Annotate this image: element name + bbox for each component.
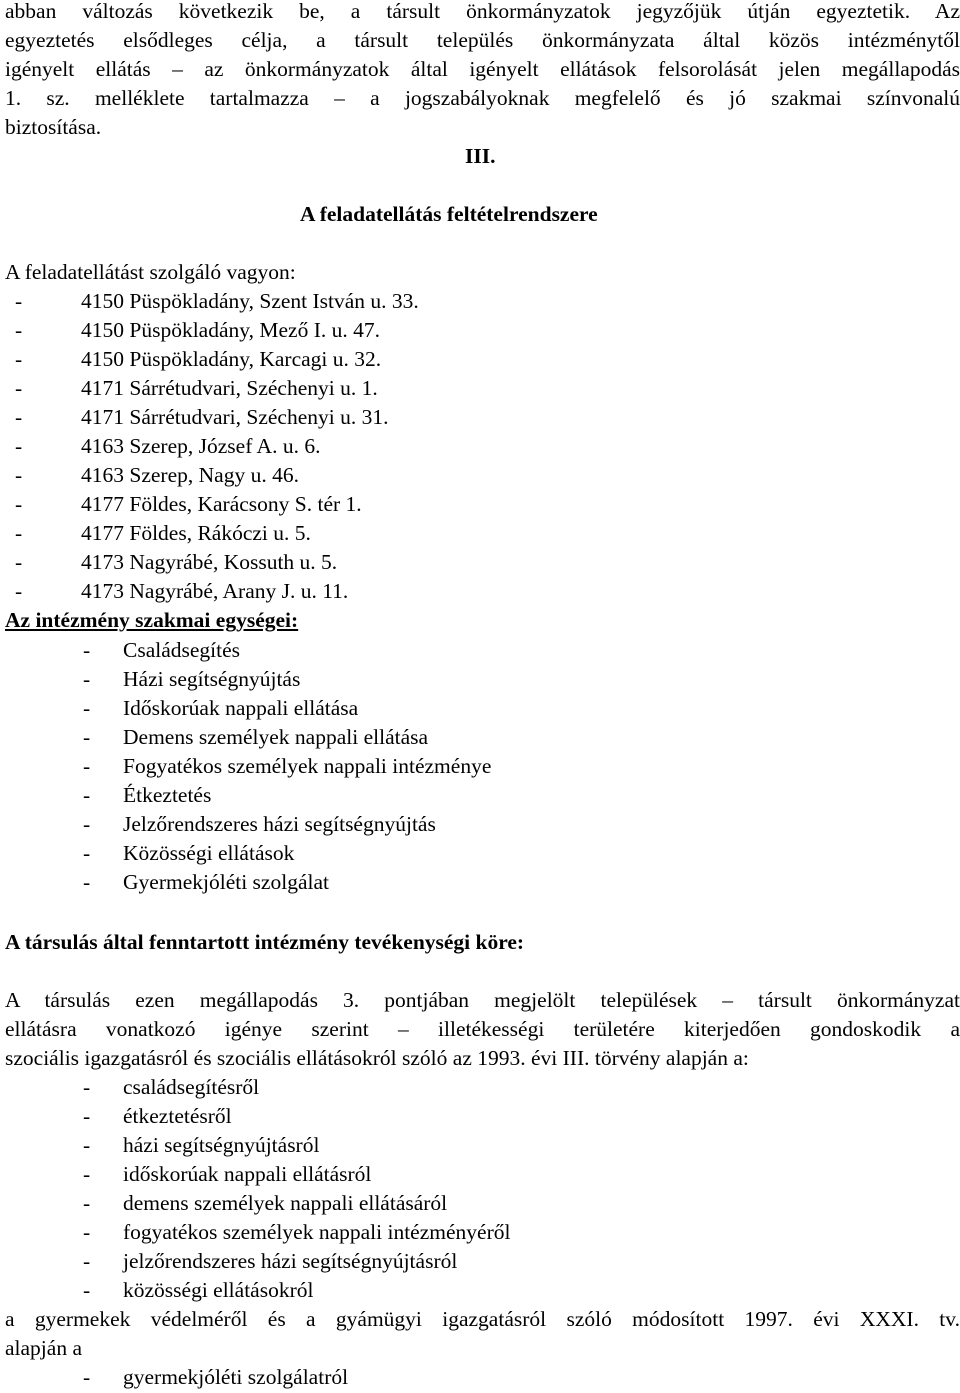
list-item-text: 4171 Sárrétudvari, Széchenyi u. 1. [81,376,378,400]
list-item-text: jelzőrendszeres házi segítségnyújtásról [123,1249,458,1273]
list-dash: - [83,1365,91,1389]
list-item [5,490,419,519]
scope-line: a gyermekek védelméről és a gyámügyi igazgatásról szóló módosított 1997. évi XXXI. tv. [5,1307,960,1331]
list-dash: - [83,725,91,749]
list-item [5,1131,510,1160]
list-item [5,548,419,577]
list-item-text: étkeztetésről [123,1104,232,1128]
units-heading: Az intézmény szakmai egységei: [5,608,299,632]
list-dash: - [83,1104,91,1128]
list-item [5,287,419,316]
list-item [5,781,491,810]
list-dash: - [83,667,91,691]
list-item [5,1073,510,1102]
list-dash: - [83,812,91,836]
scope-line: alapján a [5,1336,82,1360]
intro-line: igényelt ellátás – az önkormányzatok által igényelt ellátások felsorolását jelen megállapodás [5,57,960,81]
list-item-text: Demens személyek nappali ellátása [123,725,429,749]
list-dash: - [15,376,23,400]
list-item [5,752,491,781]
property-label: A feladatellátást szolgáló vagyon: [5,260,296,284]
list-item-text: 4163 Szerep, József A. u. 6. [81,434,321,458]
property-list [5,287,419,606]
list-dash: - [83,870,91,894]
section-number: III. [465,144,496,168]
intro-line: egyeztetés elsődleges célja, a társult település önkormányzata által közös intézménytől [5,28,960,52]
list-item [5,316,419,345]
list-item-text: Időskorúak nappali ellátása [123,696,359,720]
list-dash: - [83,1249,91,1273]
list-dash: - [83,754,91,778]
scope-line: A társulás ezen megállapodás 3. pontjában megjelölt települések – társult önkormányzat [5,988,960,1012]
list-item-text: házi segítségnyújtásról [123,1133,320,1157]
list-item-text: családsegítésről [123,1075,260,1099]
list-item-text: Fogyatékos személyek nappali intézménye [123,754,492,778]
list-item-text: gyermekjóléti szolgálatról [123,1365,349,1389]
list-item [5,1189,510,1218]
scope-line: szociális igazgatásról és szociális ellátásokról szóló az 1993. évi III. törvény alapján a: [5,1046,749,1070]
list-item-text: 4173 Nagyrábé, Arany J. u. 11. [81,579,349,603]
list-item [5,810,491,839]
scope-heading: A társulás által fenntartott intézmény tevékenységi köre: [5,930,525,954]
list-dash: - [83,1220,91,1244]
list-item [5,577,419,606]
list-dash: - [83,1075,91,1099]
list-dash: - [83,841,91,865]
scope-line: ellátásra vonatkozó igénye szerint – illetékességi területére kiterjedően gondoskodik a [5,1017,960,1041]
list-dash: - [15,492,23,516]
list-item [5,1218,510,1247]
units-list [5,636,491,897]
list-item [5,665,491,694]
scope-list [5,1073,510,1305]
list-dash: - [15,405,23,429]
section-title: A feladatellátás feltételrendszere [300,202,598,226]
list-item [5,374,419,403]
list-dash: - [15,347,23,371]
list-dash: - [83,1191,91,1215]
list-dash: - [15,579,23,603]
list-dash: - [15,434,23,458]
intro-paragraph [5,0,960,142]
list-dash: - [83,1133,91,1157]
list-item-text: 4177 Földes, Karácsony S. tér 1. [81,492,362,516]
list-item [5,519,419,548]
list-item-text: 4173 Nagyrábé, Kossuth u. 5. [81,550,338,574]
intro-line: 1. sz. melléklete tartalmazza – a jogszabályoknak megfelelő és jó szakmai színvonalú [5,86,960,110]
list-item-text: demens személyek nappali ellátásáról [123,1191,448,1215]
list-dash: - [15,550,23,574]
list-dash: - [15,289,23,313]
list-item [5,868,491,897]
list-item [5,1160,510,1189]
list-item [5,345,419,374]
list-item-text: Étkeztetés [123,783,212,807]
list-item [5,636,491,665]
intro-line: biztosítása. [5,115,102,139]
scope-list-2 [5,1363,348,1392]
list-item [5,723,491,752]
list-item [5,1276,510,1305]
list-item [5,1102,510,1131]
scope-paragraph [5,986,960,1073]
scope-paragraph-2 [5,1305,960,1363]
list-item-text: Közösségi ellátások [123,841,295,865]
list-item-text: 4150 Püspökladány, Karcagi u. 32. [81,347,382,371]
list-item-text: fogyatékos személyek nappali intézményéről [123,1220,511,1244]
list-item-text: időskorúak nappali ellátásról [123,1162,372,1186]
list-dash: - [15,318,23,342]
list-item-text: 4171 Sárrétudvari, Széchenyi u. 31. [81,405,389,429]
list-item-text: Gyermekjóléti szolgálat [123,870,329,894]
list-item [5,1363,348,1392]
list-item-text: 4163 Szerep, Nagy u. 46. [81,463,299,487]
list-item-text: közösségi ellátásokról [123,1278,314,1302]
list-dash: - [15,463,23,487]
intro-line: abban változás következik be, a társult önkormányzatok jegyzőjük útján egyeztetik. Az [5,0,960,23]
list-dash: - [83,783,91,807]
list-item-text: Házi segítségnyújtás [123,667,301,691]
list-item-text: Családsegítés [123,638,241,662]
list-item [5,839,491,868]
list-dash: - [83,1162,91,1186]
list-item [5,432,419,461]
list-item-text: Jelzőrendszeres házi segítségnyújtás [123,812,436,836]
list-dash: - [15,521,23,545]
list-dash: - [83,1278,91,1302]
list-item-text: 4177 Földes, Rákóczi u. 5. [81,521,311,545]
list-item [5,1247,510,1276]
list-item-text: 4150 Püspökladány, Mező I. u. 47. [81,318,380,342]
list-dash: - [83,638,91,662]
list-item [5,461,419,490]
list-item [5,403,419,432]
list-dash: - [83,696,91,720]
list-item-text: 4150 Püspökladány, Szent István u. 33. [81,289,419,313]
list-item [5,694,491,723]
